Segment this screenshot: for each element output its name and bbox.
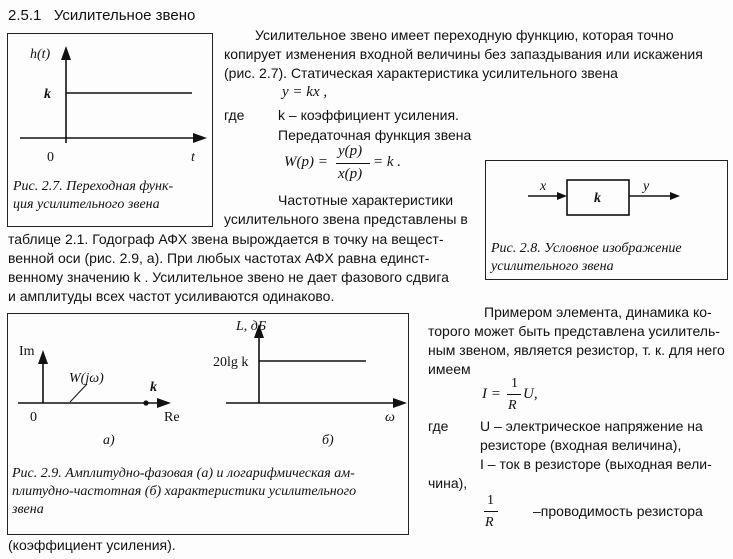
p4-line: (коэффициент усиления). <box>8 537 176 553</box>
fig29b-tag: б) <box>322 433 334 448</box>
tf-intro: Передаточная функция звена <box>278 127 472 143</box>
i-definition-line2: чина), <box>428 475 468 491</box>
p2-line1: Частотные характеристики <box>278 192 454 208</box>
p1-line1: Усилительное звено имеет переходную функцию, которая точно <box>255 27 674 43</box>
p3-line2: торого может быть представлена усилитель- <box>428 323 720 339</box>
fig27-caption-line1: Рис. 2.7. Переходная функ- <box>13 179 174 194</box>
tf-denominator: x(p) <box>338 166 363 182</box>
g-fraction-bar <box>484 511 498 512</box>
g-definition: –проводимость резистора <box>533 503 703 519</box>
section-number: 2.5.1 <box>8 7 42 24</box>
u-definition-line2: резисторе (входная величина), <box>480 437 682 453</box>
p2-line3: таблице 2.1. Годограф АФХ звена вырождается в точку на вещест- <box>8 231 444 247</box>
fig28-input-label: x <box>540 179 547 194</box>
p3-line1: Примером элемента, динамика ко- <box>484 304 712 320</box>
section-title: Усилительное звено <box>53 7 196 24</box>
fig29-caption <box>12 465 356 519</box>
eq2-numerator: 1 <box>511 376 518 391</box>
fig28-caption-line2: усилительного звена <box>491 259 614 274</box>
fig29a-point-label: k <box>150 380 157 395</box>
fig29a-point <box>143 400 148 405</box>
fig27-level-label: k <box>44 87 51 102</box>
fig29b-y-label: L, дБ <box>236 319 267 334</box>
fig28-output-label: y <box>643 179 650 194</box>
eq2-lhs: I = <box>482 386 501 402</box>
g-numerator: 1 <box>487 493 494 508</box>
p3-line3: ным звеном, является резистор, т. к. для него <box>428 342 725 358</box>
fig28-caption-line1: Рис. 2.8. Условное изображение <box>491 241 682 256</box>
p2-line5: венному значению k . Усилительное звено не дает фазового сдвига <box>8 269 449 285</box>
p2-line6: и амплитуды всех частот усиливаются одинаково. <box>8 288 335 304</box>
eq2-denominator: R <box>508 398 517 413</box>
u-definition-line1: U – электрическое напряжение на <box>480 418 703 434</box>
fig28-block-label: k <box>594 191 601 206</box>
fig29a-leader <box>70 384 87 402</box>
fig29a-origin-label: 0 <box>30 410 37 425</box>
fig29b-level-label: 20lg k <box>213 355 249 370</box>
p1-line3: (рис. 2.7). Статическая характеристика усилительного звена <box>224 65 618 81</box>
tf-lhs: W(p) = <box>284 154 328 170</box>
fig29-caption-line2: плитудно-частотная (б) характеристики усилительного <box>12 484 357 499</box>
p2-line2: усилительного звена представлены в <box>224 211 468 227</box>
p1-line2: копирует изменения входной величины без запаздывания или искажения <box>224 46 703 62</box>
fig29a-curve-label: W(jω) <box>69 371 104 386</box>
i-definition-line1: I – ток в резисторе (выходная вели- <box>480 456 712 472</box>
g-denominator: R <box>485 515 494 530</box>
equation-y-kx: y = kx , <box>282 84 328 100</box>
p2-line4: венной оси (рис. 2.9, а). При любых частотах АФХ равна единст- <box>8 250 430 266</box>
where-label-1: где <box>224 107 245 123</box>
fig27-x-label: t <box>191 150 195 165</box>
fig27-origin-label: 0 <box>47 150 54 165</box>
fig29a-x-label: Re <box>164 410 180 425</box>
eq2-rhs: U, <box>523 386 538 402</box>
eq2-fraction-bar <box>507 394 521 395</box>
tf-numerator: y(p) <box>338 143 363 159</box>
fig29a-y-label: Im <box>19 344 35 359</box>
k-definition: k – коэффициент усиления. <box>278 107 459 123</box>
tf-rhs: = k . <box>373 154 402 170</box>
fig29-caption-line3: звена <box>12 502 44 517</box>
fig29a-tag: а) <box>103 433 115 448</box>
fig29b-x-label: ω <box>385 410 395 425</box>
fig27-caption-line2: ция усилительного звена <box>13 197 160 212</box>
p3-line4: имеем <box>428 361 471 377</box>
fig27-y-label: h(t) <box>30 47 51 62</box>
fig29-caption-line1: Рис. 2.9. Амплитудно-фазовая (а) и логарифмическая ам- <box>12 466 355 481</box>
where-label-2: где <box>428 418 449 434</box>
